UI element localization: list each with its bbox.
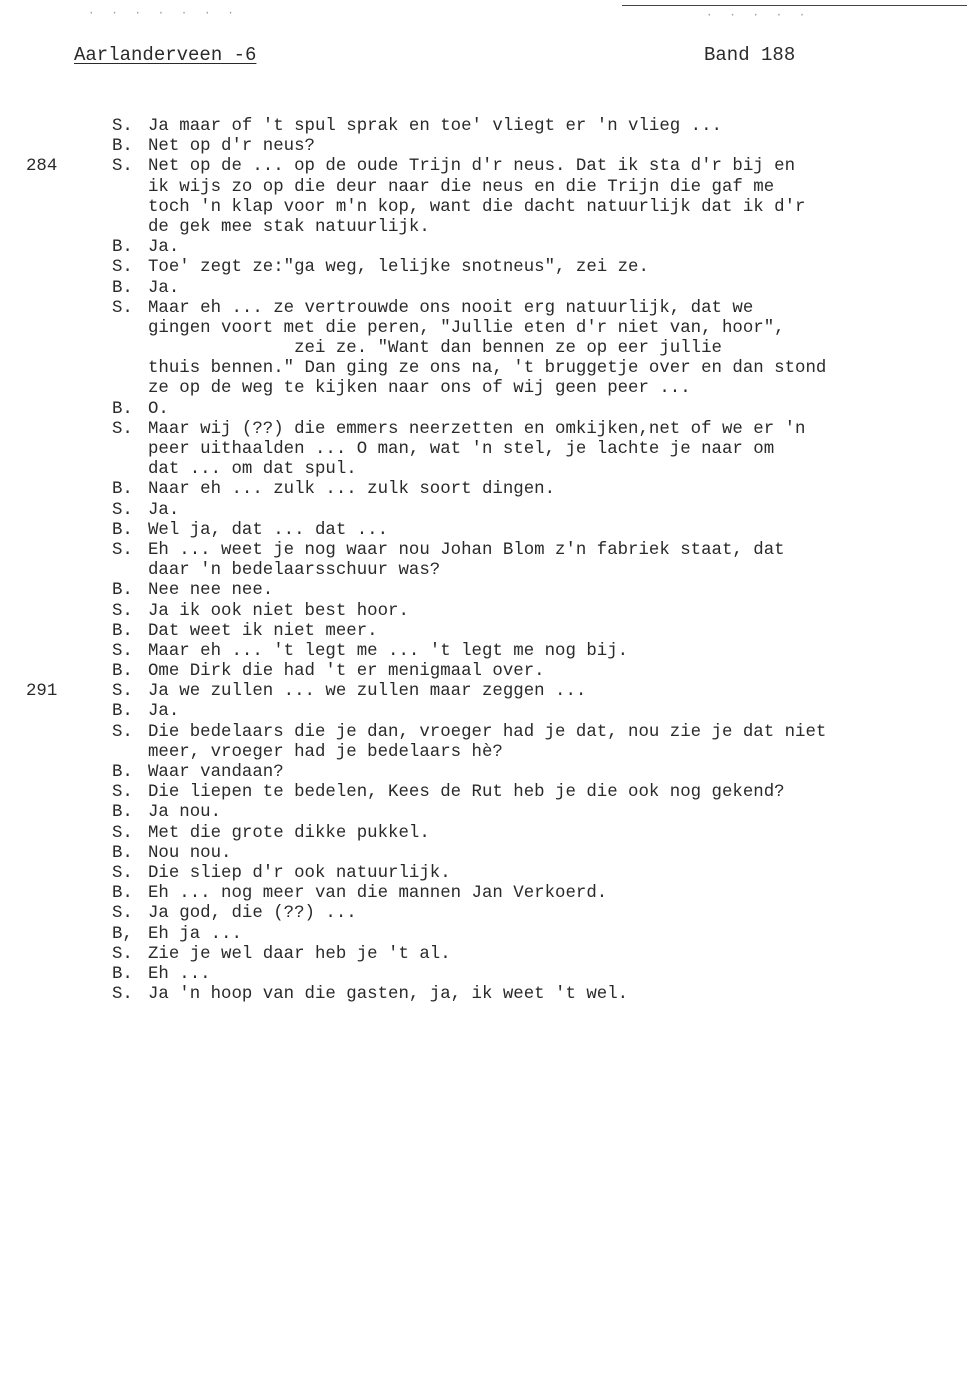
speaker-label: S. xyxy=(112,298,133,318)
utterance-text: Waar vandaan? xyxy=(148,763,284,782)
speaker-label: B. xyxy=(112,278,133,298)
utterance-text: Die liepen te bedelen, Kees de Rut heb je die ook nog gekend? xyxy=(148,783,785,803)
utterance-text: Ja. xyxy=(148,278,180,298)
transcript-line xyxy=(0,682,973,702)
speaker-label: S. xyxy=(112,641,133,661)
utterance-text: Eh ja ... xyxy=(148,924,242,944)
speaker-label: S. xyxy=(112,823,133,843)
transcript-line xyxy=(0,702,973,722)
speaker-label: B. xyxy=(112,137,133,157)
transcript-line xyxy=(0,279,973,299)
transcript-line xyxy=(0,198,973,218)
transcript-line xyxy=(0,925,973,945)
utterance-text: Ja god, die (??) ... xyxy=(148,904,357,924)
speaker-label: S. xyxy=(112,682,133,702)
transcript-line xyxy=(0,965,973,985)
utterance-text: Nou nou. xyxy=(148,843,232,863)
transcript-line xyxy=(0,783,973,803)
transcript-line xyxy=(0,178,973,198)
utterance-text: dat ... om dat spul. xyxy=(148,460,357,480)
utterance-text: thuis bennen." Dan ging ze ons na, 't bruggetje over en dan stond xyxy=(148,359,827,379)
scan-specks: · · · · · · · xyxy=(88,8,239,20)
utterance-text: Maar eh ... ze vertrouwde ons nooit erg natuurlijk, dat we xyxy=(148,298,754,318)
utterance-text: Eh ... xyxy=(148,964,211,984)
speaker-label: B. xyxy=(112,763,133,782)
speaker-label: S. xyxy=(112,944,133,964)
document-header-location: Aarlanderveen -6 xyxy=(74,44,257,66)
utterance-text: Ja maar of 't spul sprak en toe' vliegt er 'n vlieg ... xyxy=(148,117,722,136)
utterance-text: ze op de weg te kijken naar ons of wij geen peer ... xyxy=(148,379,691,399)
document-header-tape: Band 188 xyxy=(704,44,796,66)
utterance-text: Dat weet ik niet meer. xyxy=(148,621,378,641)
transcript-line xyxy=(0,218,973,238)
transcript-line xyxy=(0,824,973,844)
utterance-text: Net op de ... op de oude Trijn d'r neus. Dat ik sta d'r bij en xyxy=(148,157,796,177)
transcript-line xyxy=(0,662,973,682)
utterance-text: Maar wij (??) die emmers neerzetten en omkijken,net of we er 'n xyxy=(148,419,806,439)
speaker-label: B. xyxy=(112,702,133,722)
utterance-text: Wel ja, dat ... dat ... xyxy=(148,520,389,540)
utterance-text: Naar eh ... zulk ... zulk soort dingen. xyxy=(148,480,556,500)
speaker-label: B, xyxy=(112,924,133,944)
transcript-line xyxy=(0,460,973,480)
utterance-text: Ja. xyxy=(148,238,180,258)
speaker-label: B. xyxy=(112,399,133,419)
transcript-line xyxy=(0,864,973,884)
utterance-text: O. xyxy=(148,399,169,419)
speaker-label: S. xyxy=(112,985,133,1005)
utterance-text: Toe' zegt ze:"ga weg, lelijke snotneus", zei ze. xyxy=(148,258,649,278)
speaker-label: S. xyxy=(112,722,133,742)
utterance-text: de gek mee stak natuurlijk. xyxy=(148,217,430,237)
speaker-label: B. xyxy=(112,581,133,601)
utterance-text: Eh ... weet je nog waar nou Johan Blom z'n fabriek staat, dat xyxy=(148,540,785,560)
utterance-text: Met die grote dikke pukkel. xyxy=(148,823,430,843)
utterance-text: toch 'n klap voor m'n kop, want die dacht natuurlijk dat ik d'r xyxy=(148,197,806,217)
transcript-line xyxy=(0,541,973,561)
transcript-line xyxy=(0,763,973,783)
speaker-label: B. xyxy=(112,662,133,682)
transcript-line xyxy=(0,420,973,440)
utterance-text: Ja nou. xyxy=(148,803,222,823)
transcript-line xyxy=(0,400,973,420)
transcript-line xyxy=(0,117,973,137)
utterance-text: zei ze. "Want dan bennen ze op eer jullie xyxy=(148,339,722,359)
transcript-line xyxy=(0,723,973,743)
utterance-text: peer uithaalden ... O man, wat 'n stel, je lachte je naar om xyxy=(148,440,775,459)
utterance-text: Die sliep d'r ook natuurlijk. xyxy=(148,863,451,883)
speaker-label: B. xyxy=(112,520,133,540)
speaker-label: S. xyxy=(112,419,133,439)
transcript-line xyxy=(0,359,973,379)
transcript-line xyxy=(0,137,973,157)
utterance-text: ik wijs zo op die deur naar die neus en die Trijn die gaf me xyxy=(148,177,775,197)
transcript-line xyxy=(0,480,973,500)
transcript-line xyxy=(0,501,973,521)
transcript-line xyxy=(0,238,973,258)
transcript-line xyxy=(0,743,973,763)
transcript-line xyxy=(0,904,973,924)
speaker-label: B. xyxy=(112,238,133,258)
speaker-label: B. xyxy=(112,621,133,641)
line-number: 291 xyxy=(26,682,58,702)
transcript-line xyxy=(0,844,973,864)
transcript-line xyxy=(0,803,973,823)
utterance-text: Zie je wel daar heb je 't al. xyxy=(148,944,451,964)
utterance-text: Ja we zullen ... we zullen maar zeggen ... xyxy=(148,682,587,702)
speaker-label: S. xyxy=(112,863,133,883)
transcript-line xyxy=(0,884,973,904)
transcript-line xyxy=(0,581,973,601)
speaker-label: S. xyxy=(112,117,133,136)
transcript-line xyxy=(0,521,973,541)
transcript-line xyxy=(0,561,973,581)
utterance-text: Maar eh ... 't legt me ... 't legt me nog bij. xyxy=(148,641,629,661)
speaker-label: B. xyxy=(112,884,133,904)
speaker-label: B. xyxy=(112,803,133,823)
transcript-line xyxy=(0,602,973,622)
transcript-line xyxy=(0,945,973,965)
speaker-label: B. xyxy=(112,964,133,984)
transcript-line xyxy=(0,157,973,177)
speaker-label: S. xyxy=(112,783,133,803)
top-rule xyxy=(622,5,967,6)
transcript-line xyxy=(0,339,973,359)
utterance-text: Nee nee nee. xyxy=(148,581,274,601)
utterance-text: gingen voort met die peren, "Jullie eten d'r niet van, hoor", xyxy=(148,318,785,338)
utterance-text: Ja 'n hoop van die gasten, ja, ik weet 't wel. xyxy=(148,985,629,1005)
transcript-line xyxy=(0,379,973,399)
scan-specks: · · · · · xyxy=(706,10,811,22)
transcript xyxy=(0,117,973,1005)
speaker-label: B. xyxy=(112,480,133,500)
speaker-label: S. xyxy=(112,601,133,621)
speaker-label: S. xyxy=(112,904,133,924)
speaker-label: S. xyxy=(112,500,133,520)
speaker-label: S. xyxy=(112,157,133,177)
transcript-line xyxy=(0,258,973,278)
utterance-text: Ja. xyxy=(148,702,180,722)
utterance-text: Ja ik ook niet best hoor. xyxy=(148,601,409,621)
utterance-text: Ome Dirk die had 't er menigmaal over. xyxy=(148,662,545,682)
speaker-label: B. xyxy=(112,843,133,863)
transcript-line xyxy=(0,440,973,460)
speaker-label: S. xyxy=(112,258,133,278)
transcript-line xyxy=(0,299,973,319)
utterance-text: daar 'n bedelaarsschuur was? xyxy=(148,561,441,581)
utterance-text: Eh ... nog meer van die mannen Jan Verkoerd. xyxy=(148,884,608,904)
transcript-line xyxy=(0,985,973,1005)
speaker-label: S. xyxy=(112,540,133,560)
utterance-text: meer, vroeger had je bedelaars hè? xyxy=(148,742,503,762)
utterance-text: Net op d'r neus? xyxy=(148,137,315,157)
line-number: 284 xyxy=(26,157,58,177)
utterance-text: Die bedelaars die je dan, vroeger had je dat, nou zie je dat niet xyxy=(148,722,827,742)
transcript-line xyxy=(0,319,973,339)
transcript-line xyxy=(0,622,973,642)
transcript-line xyxy=(0,642,973,662)
utterance-text: Ja. xyxy=(148,500,180,520)
